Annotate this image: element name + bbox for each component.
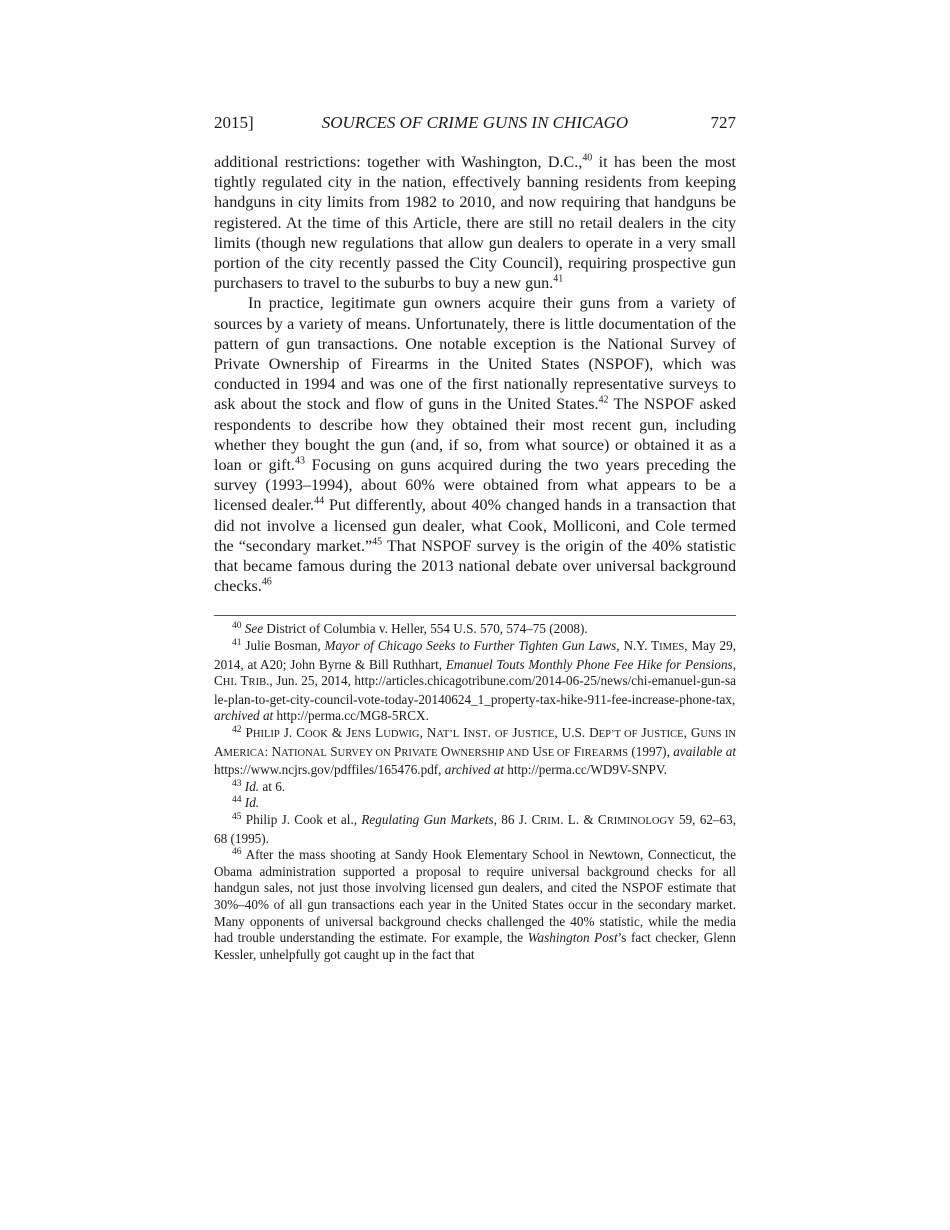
header-page-number: 727: [710, 113, 736, 132]
paragraph-2: In practice, legitimate gun owners acquire their guns from a variety of sources by a variety of means. Unfortunately, there is little documentation of the pattern of gun transactions. One notable exception is the National Survey of Private Ownership of Firearms in the United States (NSPOF), which was conducted in 1994 and was one of the first nationally representative surveys to ask about the stock and flow of guns in the United States.$^{42}$ The NSPOF asked respondents to describe how they obtained their most recent gun, including whether they bought the gun (and, if so, from what source) or obtained it as a loan or gift.$^{43}$ Focusing on guns acquired during the two years preceding the survey (1993–1994), about 60% were obtained from what appears to be a licensed dealer.$^{44}$ Put differently, about 40% changed hands in a transaction that did not involve a licensed gun dealer, what Cook, Molliconi, and Cole termed the “secondary market.”$^{45}$ That NSPOF survey is the origin of the 40% statistic that became famous during the 2013 national debate over universal background checks.$^{46}$: [214, 295, 736, 596]
paragraph-1: additional restrictions: together with Washington, D.C.,$^{40}$ it has been the most tightly regulated city in the nation, effectively banning residents from keeping handguns in city limits from 1982 to 2010, and now requiring that handguns be registered. At the time of this Article, there are still no retail dealers in the city limits (though new regulations that allow gun dealers to operate in a very small portion of the city recently passed the City Council), requiring prospective gun purchasers to travel to the suburbs to buy a new gun.$^{41}$: [214, 152, 736, 293]
footnote-41-url[interactable]: ., Jun. 25, 2014, http://articles.chicagotribune.com/2014-06-25/news/chi-emanuel-gun-sale-plan-to-get-city-council-vote-today-20140624_1_property-tax-hike-911-fee-increase-phone-tax,: [214, 673, 736, 707]
footnote-41-archive-link[interactable]: http://perma.cc/MG8-5RCX.: [273, 708, 429, 724]
footnote-42-url[interactable]: https://www.ncjrs.gov/pdffiles/165476.pdf,: [214, 762, 445, 778]
footnote-divider: [214, 615, 736, 616]
body-text: [214, 153, 736, 597]
footnote-46: $^{46}$ After the mass shooting at Sandy Hook Elementary School in Newtown, Connecticut, the Obama administration supported a proposal to require universal background checks for all handgun sales, not just those involving licensed gun dealers, and cited the NSPOF estimate that 30%–40% of all gun transactions each year in the United States occur in the secondary market. Many opponents of universal background checks challenged the 40% statistic, while the media had trouble understanding the estimate. For example, the Washington Post’s fact checker, Glenn Kessler, unhelpfully got caught up in the fact that: [214, 846, 736, 962]
footnote-42-archive-link[interactable]: http://perma.cc/WD9V-SNPV.: [503, 762, 667, 778]
running-header: [214, 112, 736, 134]
footnote-ref-43[interactable]: 43: [294, 455, 305, 467]
footnote-40: $^{40}$ See District of Columbia v. Heller, 554 U.S. 570, 574–75 (2008).: [232, 621, 588, 637]
footnote-ref-40[interactable]: 40: [582, 152, 593, 164]
footnote-45: $^{45}$ Philip J. Cook et al., Regulating Gun Markets, 86 J. CRIM. L. & CRIMINOLOGY 59, 62–63, 68 (1995).: [214, 811, 737, 846]
footnote-ref-44[interactable]: 44: [314, 495, 325, 507]
footnote-42: $^{42}$ PHILIP J. COOK & JENS LUDWIG, NAT’L INST. OF JUSTICE, U.S. DEP’T OF JUSTICE, GUNS IN AMERICA: NATIONAL SURVEY ON PRIVATE OWNERSHIP AND USE OF FIREARMS (1997), available at https://www.ncjrs.gov/pdffiles/165476.pdf, archived at http://perma.cc/WD9V-SNPV.: [214, 724, 736, 778]
footnote-ref-41[interactable]: 41: [553, 273, 564, 285]
footnote-ref-42[interactable]: 42: [598, 394, 609, 406]
footnote-44: $^{44}$ Id.: [232, 795, 260, 811]
footnote-ref-45[interactable]: 45: [372, 536, 383, 548]
footnote-43: $^{43}$ Id. at 6.: [232, 778, 286, 794]
header-year: 2015]: [214, 113, 254, 132]
header-title: SOURCES OF CRIME GUNS IN CHICAGO: [321, 113, 629, 132]
footnote-41: $^{41}$ Julie Bosman, Mayor of Chicago Seeks to Further Tighten Gun Laws, N.Y. TIMES, May 29, 2014, at A20; John Byrne & Bill Ruthhart, Emanuel Touts Monthly Phone Fee Hike for Pensions, CHI. TRIB., Jun. 25, 2014, http://articles.chicagotribune.com/2014-06-25/news/chi-emanuel-gun-sale-plan-to-get-city-council-vote-today-20140624_1_property-tax-hike-911-fee-increase-phone-tax, archived at http://perma.cc/MG8-5RCX.: [214, 637, 736, 724]
page: [214, 112, 736, 963]
footnotes: [214, 621, 736, 963]
footnote-ref-46[interactable]: 46: [261, 576, 272, 588]
